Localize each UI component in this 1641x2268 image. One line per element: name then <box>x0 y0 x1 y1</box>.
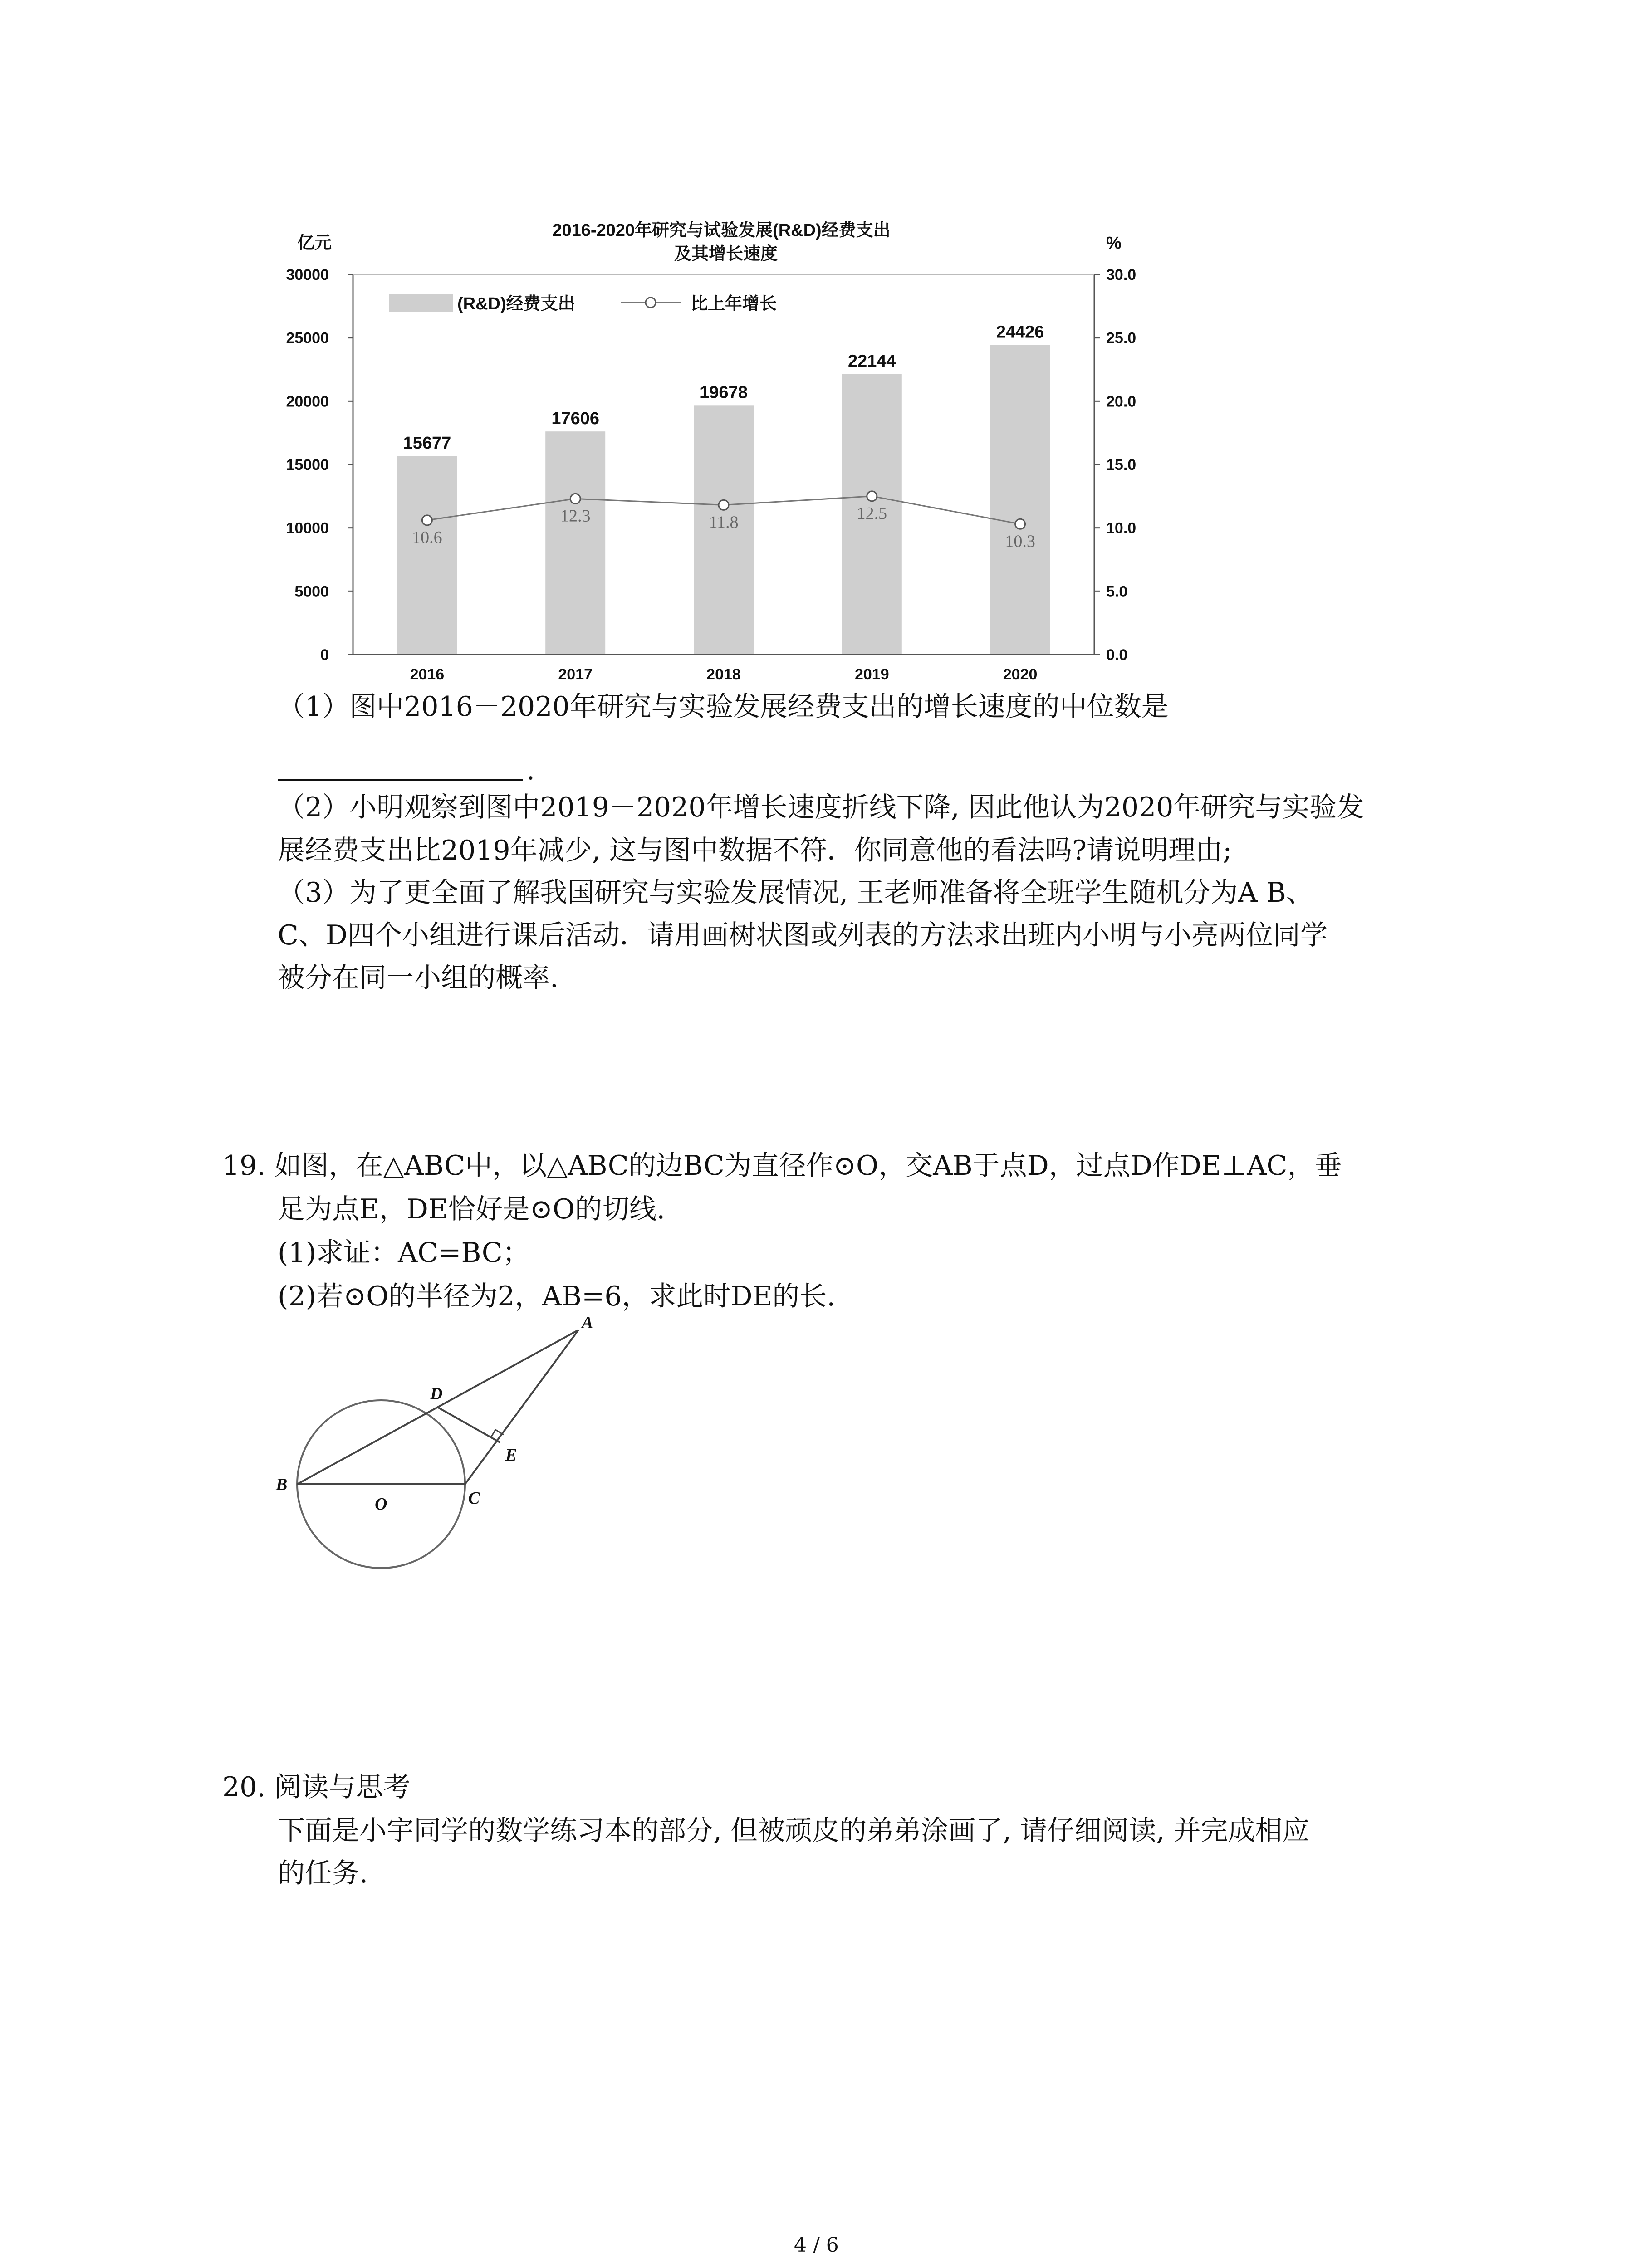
label-b: B <box>276 1475 288 1494</box>
left-tick-label: 25000 <box>286 329 329 347</box>
label-c: C <box>468 1489 480 1508</box>
right-axis-ticks <box>1094 266 1136 664</box>
right-tick-label: 20.0 <box>1106 393 1136 411</box>
q20-line2: 下面是小宇同学的数学练习本的部分, 但被顽皮的弟弟涂画了, 请仔细阅读, 并完成相应 <box>278 1815 1310 1847</box>
q19-line4: (2)若⊙O的半径为2，AB=6，求此时DE的长. <box>278 1281 836 1312</box>
label-d: D <box>430 1384 443 1403</box>
bar-value-label: 19678 <box>700 383 748 402</box>
right-tick-label: 0.0 <box>1106 646 1128 664</box>
bar-value-label: 22144 <box>847 352 896 371</box>
q19-line1: 19. 如图，在△ABC中，以△ABC的边BC为直径作⊙O，交AB于点D，过点D作DE⊥AC，垂 <box>222 1150 1342 1182</box>
left-tick-label: 30000 <box>286 266 329 284</box>
left-tick-label: 5000 <box>294 583 329 601</box>
right-angle-mark <box>491 1430 504 1437</box>
right-tick-label: 25.0 <box>1106 329 1136 347</box>
right-axis-unit: % <box>1106 234 1122 253</box>
legend-bar-swatch <box>389 294 453 312</box>
growth-point-label: 12.5 <box>857 503 887 523</box>
q20-line3: 的任务. <box>278 1857 368 1889</box>
q18-part3-line3: 被分在同一小组的概率. <box>278 962 559 994</box>
x-tick-label: 2019 <box>854 666 889 683</box>
bar <box>990 345 1050 655</box>
geometry-figure <box>254 1306 662 1606</box>
left-axis-ticks <box>286 266 353 664</box>
chart-legend <box>389 294 777 313</box>
growth-point-label: 12.3 <box>560 506 591 526</box>
rd-expenditure-chart <box>0 0 1641 726</box>
bar <box>397 456 457 655</box>
legend-line-marker <box>646 298 656 308</box>
growth-point <box>719 500 729 510</box>
legend-bar-label: (R&D)经费支出 <box>457 294 575 313</box>
x-tick-label: 2016 <box>410 666 445 683</box>
growth-point <box>867 491 877 501</box>
growth-point-label: 10.3 <box>1005 532 1035 551</box>
bar-value-label: 15677 <box>403 434 451 453</box>
right-tick-label: 5.0 <box>1106 583 1128 601</box>
growth-point <box>570 494 580 503</box>
label-e: E <box>505 1446 517 1465</box>
q19-line3: (1)求证：AC=BC； <box>278 1237 530 1269</box>
q19-line2: 足为点E，DE恰好是⊙O的切线. <box>278 1193 666 1225</box>
q18-part1-end: . <box>526 754 535 786</box>
q18-part2-line1: （2）小明观察到图中2019－2020年增长速度折线下降, 因此他认为2020年研究与实验发 <box>278 792 1364 823</box>
x-tick-label: 2020 <box>1003 666 1038 683</box>
q18-part1: （1）图中2016－2020年研究与实验发展经费支出的增长速度的中位数是 <box>278 691 1169 723</box>
chart-subtitle: 及其增长速度 <box>674 244 778 264</box>
x-axis-labels <box>410 666 1038 683</box>
legend-line-label: 比上年增长 <box>691 294 777 313</box>
page-number: 4 / 6 <box>794 2234 839 2257</box>
label-o: O <box>375 1495 387 1514</box>
growth-point-label: 11.8 <box>709 513 739 532</box>
right-tick-label: 15.0 <box>1106 456 1136 474</box>
bar-value-label: 24426 <box>996 323 1044 342</box>
segment-ca <box>465 1330 578 1484</box>
bar <box>545 431 605 655</box>
label-a: A <box>582 1313 593 1332</box>
q20-line1: 20. 阅读与思考 <box>222 1771 411 1803</box>
left-tick-label: 0 <box>320 646 329 664</box>
left-tick-label: 10000 <box>286 519 329 537</box>
q18-part2-line2: 展经费支出比2019年减少, 这与图中数据不符．你同意他的看法吗?请说明理由; <box>278 835 1232 866</box>
left-tick-label: 15000 <box>286 456 329 474</box>
left-tick-label: 20000 <box>286 393 329 411</box>
growth-point <box>422 515 432 525</box>
right-tick-label: 30.0 <box>1106 266 1136 284</box>
bar-value-label: 17606 <box>551 409 600 429</box>
q18-answer-blank <box>278 779 523 781</box>
chart-title: 2016-2020年研究与试验发展(R&D)经费支出 <box>552 221 891 240</box>
growth-point-label: 10.6 <box>412 528 442 547</box>
x-tick-label: 2017 <box>558 666 593 683</box>
q18-part3-line2: C、D四个小组进行课后活动．请用画树状图或列表的方法求出班内小明与小亮两位同学 <box>278 919 1328 951</box>
q18-part3-line1: （3）为了更全面了解我国研究与实验发展情况, 王老师准备将全班学生随机分为A B、 <box>278 877 1313 909</box>
right-tick-label: 10.0 <box>1106 519 1136 537</box>
x-tick-label: 2018 <box>706 666 741 683</box>
growth-point <box>1015 519 1025 529</box>
left-axis-unit: 亿元 <box>297 234 332 253</box>
